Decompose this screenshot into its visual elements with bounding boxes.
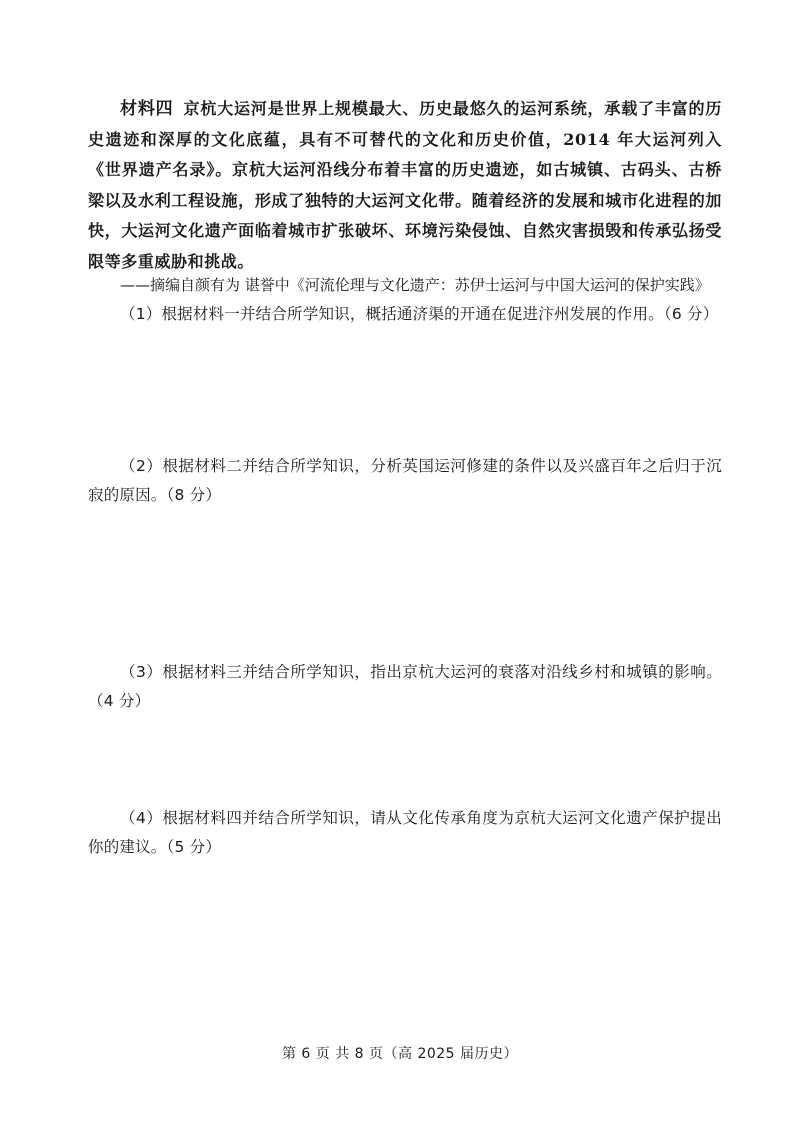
page-footer: 第 6 页 共 8 页（高 2025 届历史） (281, 1046, 519, 1062)
material-four-paragraph (88, 94, 722, 277)
material-four-source: ——摘编自颜有为 谌誉中《河流伦理与文化遗产：苏伊士运河与中国大运河的保护实践》 (120, 276, 710, 294)
question-1: （1）根据材料一并结合所学知识，概括通济渠的开通在促进汴州发展的作用。（6 分） (120, 305, 719, 323)
question-4: （4）根据材料四并结合所学知识，请从文化传承角度为京杭大运河文化遗产保护提出你的建议。（5 分） (88, 809, 722, 856)
question-2: （2）根据材料二并结合所学知识，分析英国运河修建的条件以及兴盛百年之后归于沉寂的原因。（8 分） (88, 457, 722, 504)
material-four-label: 材料四 (120, 99, 174, 119)
material-four-text: 京杭大运河是世界上规模最大、历史最悠久的运河系统，承载了丰富的历史遗迹和深厚的文化底蕴，具有不可替代的文化和历史价值，2014 年大运河列入《世界遗产名录》。京杭大运河沿线分布着丰富的历史遗迹，如古城镇、古码头、古桥梁以及水利工程设施，形成了独特的大运河文化带。随着经济的发展和城市化进程的加快，大运河文化遗产面临着城市扩张破坏、环境污染侵蚀、自然灾害损毁和传承弘扬受限等多重威胁和挑战。 (88, 99, 722, 271)
question-3: （3）根据材料三并结合所学知识，指出京杭大运河的衰落对沿线乡村和城镇的影响。（4 分） (88, 663, 722, 710)
